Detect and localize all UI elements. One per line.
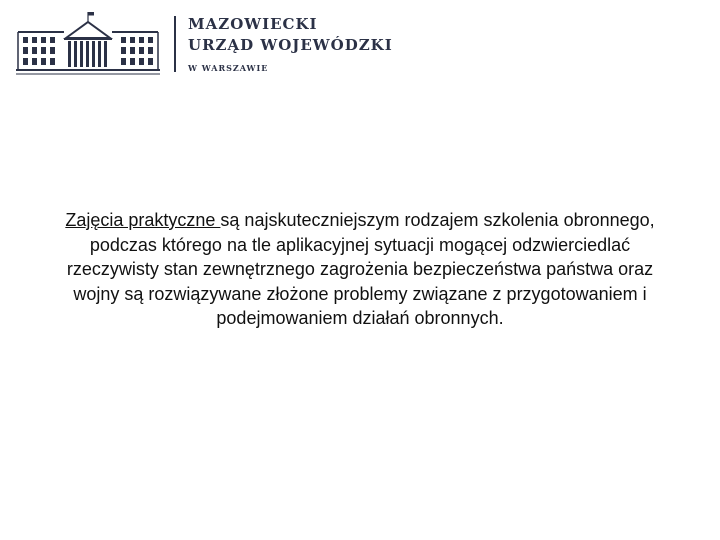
underlined-term: Zajęcia praktyczne <box>65 210 221 230</box>
logo-divider <box>174 16 176 72</box>
slide-body-text <box>60 208 660 331</box>
logo-line-institution: MAZOWIECKI <box>188 14 318 33</box>
body-text: są najskuteczniejszym rodzajem szkolenia obronnego, podczas którego na tle aplikacyjnej sytuacji mogącej odzwierciedlać rzeczywisty stan zewnętrznego zagrożenia bezpieczeństwa państwa oraz wojny są rozwiązywane złożone problemy związane z przygotowaniem i podejmowaniem działań obronnych. <box>66 210 655 328</box>
building-emblem-icon <box>14 10 162 78</box>
logo-line-city: W WARSZAWIE <box>188 62 269 73</box>
organization-logo <box>14 8 393 80</box>
logo-text <box>188 14 393 75</box>
logo-line-office: URZĄD WOJEWÓDZKI <box>188 35 393 54</box>
